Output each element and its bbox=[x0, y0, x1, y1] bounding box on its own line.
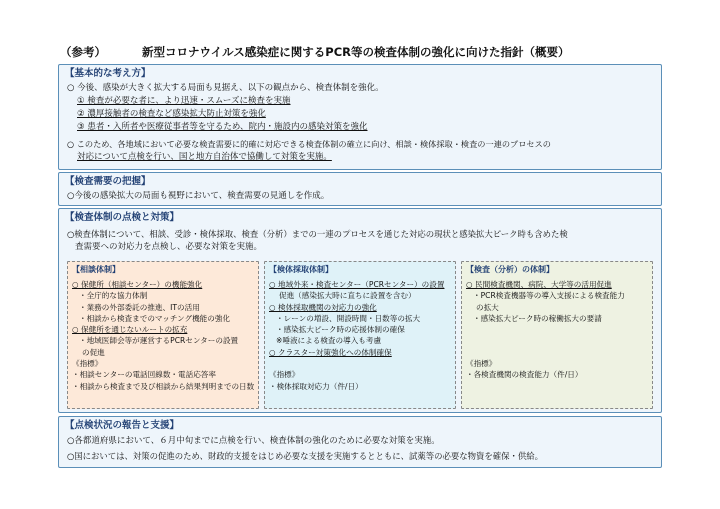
box-line: ・レーンの増設、開設時間・日数等の拡大 bbox=[276, 313, 421, 323]
box-line: 《指標》 bbox=[269, 370, 300, 380]
document-title-row bbox=[60, 44, 670, 62]
box-line: ・感染拡大ピーク時の応援体制の確保 bbox=[276, 325, 405, 335]
reference-label: （参考） bbox=[60, 45, 106, 59]
basic-approach-intro: ○ 今後、感染が大きく拡大する局面も見据え、以下の観点から、検査体制を強化。 bbox=[67, 83, 384, 93]
report-support-line2: ○国においては、対策の促進のため、財政的支援をはじめ必要な支援を実施するとともに、試薬等の必要な物資を確保・供給。 bbox=[67, 451, 543, 461]
box-line: ・検体採取対応力（件/日） bbox=[269, 381, 363, 391]
box-line: ・全庁的な協力体制 bbox=[79, 291, 148, 301]
consultation-system-box bbox=[67, 261, 259, 409]
box-line: 《指標》 bbox=[466, 359, 497, 369]
box-line: の拡大 bbox=[476, 302, 499, 312]
box-line: 《指標》 bbox=[72, 359, 103, 369]
box-line bbox=[269, 358, 452, 369]
approach-paragraph-line1: ○ このため、各地域において必要な検査需要に的確に対応できる検査体制の確立に向け、相談・検体採取・検査の一連のプロセスの bbox=[67, 139, 551, 149]
box-line: ・相談から検査までのマッチング機能の強化 bbox=[79, 313, 231, 323]
box-line bbox=[466, 335, 649, 346]
page-title: 新型コロナウイルス感染症に関するPCR等の検査体制の強化に向けた指針（概要） bbox=[142, 45, 570, 59]
specimen-collection-heading: 【検体採取体制】 bbox=[269, 265, 333, 274]
box-line: ※唾液による検査の導入も考慮 bbox=[276, 336, 382, 346]
report-support-panel bbox=[58, 416, 662, 468]
box-line: ・業務の外部委託の推進、ITの活用 bbox=[79, 302, 200, 312]
box-line: ・地域医師会等が運営するPCRセンターの設置 bbox=[79, 336, 239, 346]
specimen-collection-box bbox=[264, 261, 456, 409]
box-line: ・相談から検査まで及び相談から結果判明までの日数 bbox=[72, 381, 255, 391]
box-line: ○ 保健所を通じないルートの拡充 bbox=[72, 325, 188, 335]
box-line: ○ 民間検査機関、病院、大学等の活用促進 bbox=[466, 280, 612, 289]
box-line bbox=[466, 324, 649, 335]
report-support-heading: 【点検状況の報告と支援】 bbox=[65, 420, 180, 431]
box-line: ・相談センターの電話回線数・電話応答率 bbox=[72, 370, 216, 380]
approach-item-1: ① 検査が必要な者に、より迅速・スムーズに検査を実施 bbox=[77, 96, 291, 106]
inspection-line2: 査需要への対応力を点検し、必要な対策を実施。 bbox=[75, 242, 263, 252]
demand-panel bbox=[58, 172, 662, 206]
inspection-heading: 【検査体制の点検と対策】 bbox=[65, 212, 180, 223]
testing-analysis-box bbox=[461, 261, 653, 409]
box-line bbox=[466, 347, 649, 358]
inspection-line1: ○検査体制について、相談、受診・検体採取、検査（分析）までの一連のプロセスを通じた対応の現状と感染拡大ピーク時も含めた検 bbox=[67, 229, 568, 239]
box-line: ・感染拡大ピーク時の稼働拡大の要請 bbox=[473, 313, 602, 323]
box-line: の促進 bbox=[82, 347, 105, 357]
box-line: ○ 検体採取機関の対応力の強化 bbox=[269, 302, 377, 312]
demand-text: ○今後の感染拡大の局面も視野において、検査需要の見通しを作成。 bbox=[67, 191, 330, 201]
demand-heading: 【検査需要の把握】 bbox=[65, 176, 151, 187]
inspection-panel bbox=[58, 208, 662, 413]
testing-analysis-heading: 【検査（分析）の体制】 bbox=[466, 265, 554, 274]
basic-approach-panel bbox=[58, 64, 662, 170]
box-line: ○ クラスター対策強化への体制確保 bbox=[269, 347, 392, 357]
report-support-line1: ○各都道府県において、６月中旬までに点検を行い、検査体制の強化のために必要な対策を実施。 bbox=[67, 436, 440, 446]
consultation-system-heading: 【相談体制】 bbox=[72, 265, 120, 274]
approach-item-3: ③ 患者・入所者や医療従事者等を守るため、院内・施設内の感染対策を強化 bbox=[77, 122, 368, 132]
box-line: 促進（感染拡大時に直ちに設置を含む） bbox=[279, 291, 416, 301]
box-line: ○ 保健所（相談センター）の機能強化 bbox=[72, 280, 203, 289]
approach-paragraph-line2: 対応について点検を行い、国と地方自治体で協働して対策を実施。 bbox=[77, 152, 332, 162]
box-line: ・各検査機関の検査能力（件/日） bbox=[466, 370, 583, 380]
basic-approach-heading: 【基本的な考え方】 bbox=[65, 68, 151, 79]
box-line: ・PCR検査機器等の導入支援による検査能力 bbox=[473, 291, 625, 301]
approach-item-2: ② 濃厚接触者の検査など感染拡大防止対策を強化 bbox=[77, 109, 266, 119]
box-line: ○ 地域外来・検査センター（PCRセンター）の設置 bbox=[269, 280, 445, 289]
